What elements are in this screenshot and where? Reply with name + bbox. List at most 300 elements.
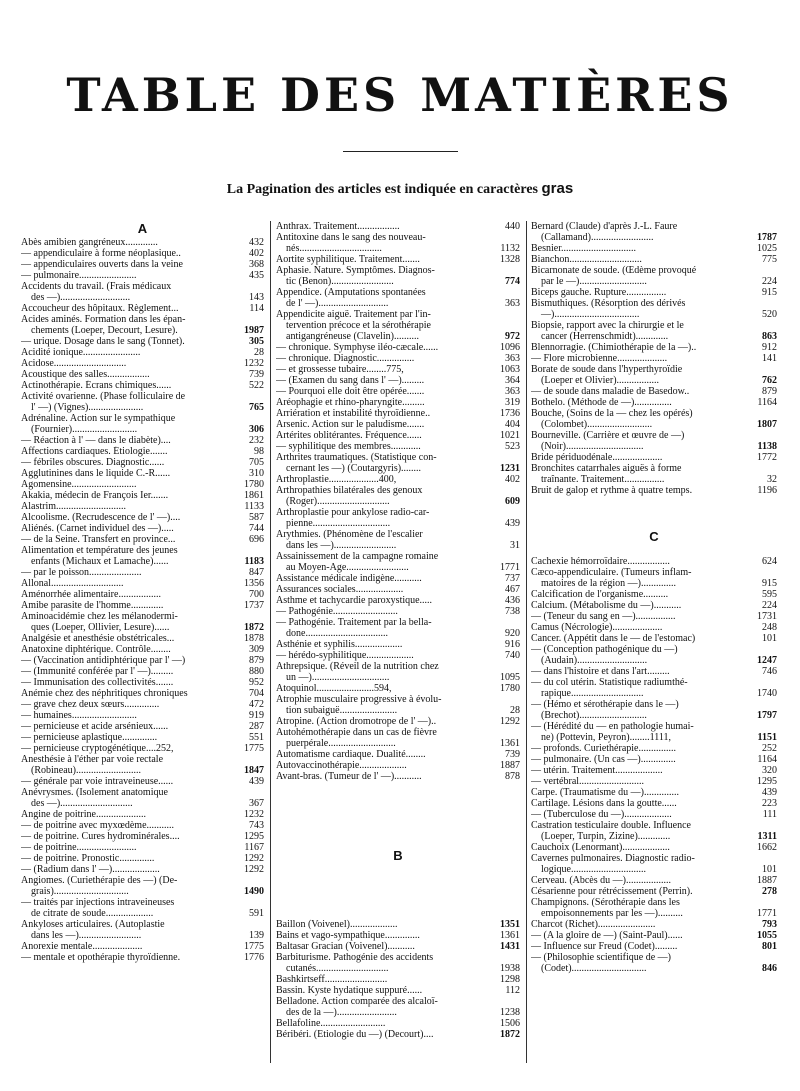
entry-text: Athrepsique. (Réveil de la nutrition chez xyxy=(276,661,439,672)
entry-text: par le —)........................... xyxy=(541,276,647,287)
entry-text: — (Tuberculose du —)................... xyxy=(531,809,672,820)
entry-page-number: 916 xyxy=(505,639,520,650)
entry-page-number: 1872 xyxy=(500,1029,520,1040)
index-entry xyxy=(531,298,777,309)
index-entry xyxy=(276,749,520,760)
entry-text: Arthrites traumatiques. (Statistique con- xyxy=(276,452,437,463)
entry-page-number: 1232 xyxy=(244,809,264,820)
entry-text: Aminoacidémie chez les mélanodermi- xyxy=(21,611,178,622)
index-entry xyxy=(276,430,520,441)
index-entry xyxy=(531,787,777,798)
index-entry xyxy=(276,474,520,485)
entry-text: Césarienne pour rétrécissement (Perrin). xyxy=(531,886,693,897)
index-entry xyxy=(276,518,520,529)
entry-page-number: 523 xyxy=(505,441,520,452)
index-entry xyxy=(531,743,777,754)
entry-text: — traités par injections intraveineuses xyxy=(21,897,175,908)
section-spacer xyxy=(531,545,777,556)
index-entry xyxy=(21,413,264,424)
index-entry xyxy=(21,281,264,292)
entry-text: — Réaction à l' — dans le diabète).... xyxy=(21,435,171,446)
entry-page-number: 1238 xyxy=(500,1007,520,1018)
entry-page-number: 1887 xyxy=(757,875,777,886)
entry-page-number: 432 xyxy=(249,237,264,248)
entry-page-number: 1771 xyxy=(757,908,777,919)
entry-page-number: 305 xyxy=(249,336,264,347)
entry-page-number: 1025 xyxy=(757,243,777,254)
entry-text: cutanés............................. xyxy=(286,963,389,974)
index-entry xyxy=(276,221,520,232)
entry-text: Arthroplastie....................400, xyxy=(276,474,397,485)
entry-text: — (Philosophie scientifique de —) xyxy=(531,952,671,963)
index-entry xyxy=(276,661,520,672)
entry-page-number: 793 xyxy=(762,919,777,930)
index-entry xyxy=(276,364,520,375)
entry-page-number: 1132 xyxy=(500,243,520,254)
entry-text: empoisonnements par les —).......... xyxy=(541,908,683,919)
entry-text: Cerveau. (Abcès du —).................. xyxy=(531,875,671,886)
entry-page-number: 1797 xyxy=(757,710,777,721)
index-entry xyxy=(276,952,520,963)
entry-page-number: 915 xyxy=(762,287,777,298)
entry-text: traînante. Traitement................ xyxy=(541,474,665,485)
entry-page-number: 762 xyxy=(762,375,777,386)
index-entry xyxy=(276,639,520,650)
entry-page-number: 775 xyxy=(762,254,777,265)
index-entry xyxy=(276,496,520,507)
entry-page-number: 1311 xyxy=(757,831,777,842)
index-entry xyxy=(21,688,264,699)
section-letter: C xyxy=(649,529,659,544)
index-entry xyxy=(531,644,777,655)
entry-page-number: 1662 xyxy=(757,842,777,853)
entry-text: — grave chez deux sœurs.............. xyxy=(21,699,160,710)
entry-page-number: 1292 xyxy=(244,864,264,875)
index-entry xyxy=(531,589,777,600)
index-entry xyxy=(276,419,520,430)
index-entry xyxy=(21,435,264,446)
index-entry xyxy=(21,699,264,710)
entry-page-number: 472 xyxy=(249,699,264,710)
index-entry xyxy=(276,617,520,628)
index-entry xyxy=(21,556,264,567)
index-entry xyxy=(531,809,777,820)
entry-page-number: 915 xyxy=(762,578,777,589)
entry-text: Atrophie musculaire progressive à évolu- xyxy=(276,694,442,705)
entry-text: Bride périduodénale.................... xyxy=(531,452,663,463)
entry-page-number: 1736 xyxy=(500,408,520,419)
index-entry xyxy=(531,485,777,496)
index-entry xyxy=(531,364,777,375)
index-entry xyxy=(276,1007,520,1018)
index-entry xyxy=(276,298,520,309)
entry-text: Cauchoix (Lenormant)................... xyxy=(531,842,670,853)
entry-text: — dans l'histoire et dans l'art......... xyxy=(531,666,670,677)
entry-page-number: 1775 xyxy=(244,743,264,754)
entry-page-number: 1138 xyxy=(757,441,777,452)
index-entry xyxy=(276,727,520,738)
index-entry xyxy=(21,743,264,754)
entry-text: — chronique. Diagnostic............... xyxy=(276,353,415,364)
index-entry xyxy=(21,710,264,721)
index-entry xyxy=(276,941,520,952)
entry-text: Allonal............................. xyxy=(21,578,124,589)
entry-page-number: 1196 xyxy=(757,485,777,496)
index-entry xyxy=(531,622,777,633)
entry-page-number: 223 xyxy=(762,798,777,809)
index-entry xyxy=(531,776,777,787)
entry-page-number: 141 xyxy=(762,353,777,364)
entry-page-number: 739 xyxy=(249,369,264,380)
entry-page-number: 1872 xyxy=(244,622,264,633)
entry-text: Biopsie, rapport avec la chirurgie et le xyxy=(531,320,684,331)
index-entry xyxy=(21,303,264,314)
entry-text: Ankyloses articulaires. (Autoplastie xyxy=(21,919,165,930)
pagination-note xyxy=(0,180,800,198)
index-entry xyxy=(21,314,264,325)
index-entry xyxy=(276,985,520,996)
entry-text: — Pourquoi elle doit être opérée....... xyxy=(276,386,425,397)
index-entry xyxy=(531,254,777,265)
entry-text: Assistance médicale indigène........... xyxy=(276,573,422,584)
entry-text: (Roger)............................. xyxy=(286,496,390,507)
page-title: TABLE DES MATIÈRES xyxy=(66,68,734,122)
index-entry xyxy=(531,886,777,897)
entry-page-number: 28 xyxy=(254,347,264,358)
entry-text: Aménorrhée alimentaire................. xyxy=(21,589,161,600)
entry-page-number: 1167 xyxy=(244,842,264,853)
entry-text: cancer (Herrenschmidt)............. xyxy=(541,331,669,342)
index-entry xyxy=(21,589,264,600)
entry-text: des —)............................. xyxy=(31,798,133,809)
entry-page-number: 1095 xyxy=(500,672,520,683)
entry-text: Actinothérapie. Écrans chimiques...... xyxy=(21,380,172,391)
index-entry xyxy=(21,908,264,919)
entry-text: Angiomes. (Curiethérapie des —) (De- xyxy=(21,875,178,886)
index-entry xyxy=(531,941,777,952)
entry-page-number: 320 xyxy=(762,765,777,776)
entry-page-number: 880 xyxy=(249,666,264,677)
entry-page-number: 1938 xyxy=(500,963,520,974)
entry-page-number: 1431 xyxy=(500,941,520,952)
section-letter: A xyxy=(137,221,148,236)
entry-page-number: 1292 xyxy=(244,853,264,864)
entry-text: — (Hérédité du — en pathologie humai- xyxy=(531,721,694,732)
index-entry xyxy=(21,820,264,831)
entry-text: Carpe. (Traumatisme du —).............. xyxy=(531,787,679,798)
entry-page-number: 1231 xyxy=(500,463,520,474)
entry-text: Borate de soude dans l'hyperthyroïdie xyxy=(531,364,683,375)
entry-text: Anévrysmes. (Isolement anatomique xyxy=(21,787,168,798)
entry-text: de citrate de soude................... xyxy=(31,908,154,919)
index-entry xyxy=(531,721,777,732)
entry-page-number: 1356 xyxy=(244,578,264,589)
entry-page-number: 879 xyxy=(249,655,264,666)
entry-text: Acoustique des salles................. xyxy=(21,369,150,380)
entry-text: Akakia, médecin de François Ier....... xyxy=(21,490,169,501)
entry-page-number: 1490 xyxy=(244,886,264,897)
entry-text: Assainissement de la campagne romaine xyxy=(276,551,439,562)
entry-text: Cæco-appendiculaire. (Tumeurs inflam- xyxy=(531,567,692,578)
entry-text: enfants (Michaux et Lamache)...... xyxy=(31,556,169,567)
entry-text: — par le poisson..................... xyxy=(21,567,142,578)
index-entry xyxy=(276,974,520,985)
entry-text: — de poitrine. Cures hydrominérales.... xyxy=(21,831,180,842)
entry-page-number: 912 xyxy=(762,342,777,353)
index-entry xyxy=(21,468,264,479)
entry-page-number: 1247 xyxy=(757,655,777,666)
index-entry xyxy=(531,320,777,331)
entry-page-number: 1847 xyxy=(244,765,264,776)
entry-text: nés................................. xyxy=(286,243,382,254)
entry-page-number: 1298 xyxy=(500,974,520,985)
index-entry xyxy=(276,397,520,408)
entry-text: Acides aminés. Formation dans les épan- xyxy=(21,314,186,325)
index-entry xyxy=(531,919,777,930)
index-entry xyxy=(21,523,264,534)
entry-page-number: 440 xyxy=(505,221,520,232)
entry-text: Asthme et tachycardie paroxystique..... xyxy=(276,595,433,606)
entry-page-number: 232 xyxy=(249,435,264,446)
index-entry xyxy=(531,265,777,276)
entry-text: (Fournier).......................... xyxy=(31,424,138,435)
index-entry xyxy=(276,353,520,364)
entry-page-number: 705 xyxy=(249,457,264,468)
entry-page-number: 1096 xyxy=(500,342,520,353)
entry-text: Acidité ionique....................... xyxy=(21,347,141,358)
entry-text: Anatoxine diphtérique. Contrôle........ xyxy=(21,644,171,655)
index-entry xyxy=(21,270,264,281)
entry-text: Bouche, (Soins de la — chez les opérés) xyxy=(531,408,693,419)
entry-text: Arsenic. Action sur le paludisme....... xyxy=(276,419,425,430)
entry-text: Angine de poitrine.................... xyxy=(21,809,146,820)
entry-page-number: 1232 xyxy=(244,358,264,369)
entry-text: — mentale et opothérapie thyroïdienne. xyxy=(21,952,181,963)
index-entry xyxy=(276,375,520,386)
entry-text: (Audain)............................ xyxy=(541,655,648,666)
index-entry xyxy=(21,567,264,578)
entry-text: — (Radium dans l' —)................... xyxy=(21,864,160,875)
index-entry xyxy=(276,485,520,496)
entry-page-number: 306 xyxy=(249,424,264,435)
index-entry xyxy=(531,820,777,831)
entry-page-number: 439 xyxy=(505,518,520,529)
entry-text: Alcoolisme. (Recrudescence de l' —).... xyxy=(21,512,181,523)
entry-text: Appendicite aiguë. Traitement par l'in- xyxy=(276,309,431,320)
title-rule xyxy=(343,151,458,152)
entry-page-number: 32 xyxy=(767,474,777,485)
entry-text: Anorexie mentale.................... xyxy=(21,941,143,952)
entry-page-number: 878 xyxy=(505,771,520,782)
index-entry xyxy=(21,721,264,732)
index-entry xyxy=(276,738,520,749)
entry-text: done................................. xyxy=(286,628,388,639)
section-spacer xyxy=(531,496,777,529)
entry-text: — hérédo-syphilitique................... xyxy=(276,650,414,661)
entry-text: des de la —)........................ xyxy=(286,1007,397,1018)
entry-text: Cartilage. Lésions dans la goutte...... xyxy=(531,798,677,809)
entry-text: Avant-bras. (Tumeur de l' —)........... xyxy=(276,771,422,782)
entry-text: Baltasar Gracian (Voivenel)........... xyxy=(276,941,415,952)
index-entry xyxy=(531,287,777,298)
entry-page-number: 744 xyxy=(249,523,264,534)
entry-text: — de soude dans maladie de Basedow.. xyxy=(531,386,690,397)
entry-text: — Influence sur Freud (Codet)......... xyxy=(531,941,678,952)
index-entry xyxy=(21,600,264,611)
entry-page-number: 319 xyxy=(505,397,520,408)
entry-text: Aréophagie et rhino-pharyngite......... xyxy=(276,397,425,408)
entry-page-number: 551 xyxy=(249,732,264,743)
index-entry xyxy=(21,765,264,776)
entry-text: Cancer. (Appétit dans le — de l'estomac) xyxy=(531,633,696,644)
index-entry xyxy=(21,952,264,963)
entry-page-number: 114 xyxy=(249,303,264,314)
entry-page-number: 143 xyxy=(249,292,264,303)
entry-text: — (Conception pathogénique du —) xyxy=(531,644,678,655)
entry-text: Castration testiculaire double. Influence xyxy=(531,820,691,831)
entry-text: Aphasie. Nature. Symptômes. Diagnos- xyxy=(276,265,435,276)
entry-page-number: 1351 xyxy=(500,919,520,930)
entry-text: — pernicieuse et acide arsénieux...... xyxy=(21,721,169,732)
entry-text: Arythmies. (Phénomène de l'escalier xyxy=(276,529,423,540)
entry-page-number: 1133 xyxy=(244,501,264,512)
entry-text: Atropine. (Action dromotrope de l' —).. xyxy=(276,716,437,727)
entry-text: — (A la gloire de —) (Saint-Paul)...... xyxy=(531,930,683,941)
entry-text: — Pathogénie.......................... xyxy=(276,606,398,617)
entry-text: — Immunisation des collectivités....... xyxy=(21,677,174,688)
index-entry xyxy=(21,512,264,523)
entry-text: — (Examen du sang dans l' —)......... xyxy=(276,375,425,386)
index-entry xyxy=(21,754,264,765)
entry-page-number: 224 xyxy=(762,276,777,287)
entry-text: tion subaiguë....................... xyxy=(286,705,398,716)
index-entry xyxy=(21,424,264,435)
column-divider xyxy=(526,221,527,1063)
entry-text: Bains et vago-sympathique.............. xyxy=(276,930,420,941)
entry-page-number: 1878 xyxy=(244,633,264,644)
index-entry xyxy=(531,600,777,611)
entry-page-number: 847 xyxy=(249,567,264,578)
entry-page-number: 224 xyxy=(762,600,777,611)
index-entry xyxy=(276,606,520,617)
entry-page-number: 1151 xyxy=(757,732,777,743)
entry-text: Agglutinines dans le liquide C.-R...... xyxy=(21,468,171,479)
index-entry xyxy=(276,320,520,331)
entry-page-number: 1295 xyxy=(757,776,777,787)
entry-page-number: 31 xyxy=(510,540,520,551)
index-entry xyxy=(531,754,777,765)
entry-text: dans les —)......................... xyxy=(31,930,142,941)
index-entry xyxy=(276,254,520,265)
index-entry xyxy=(21,259,264,270)
index-entry xyxy=(276,276,520,287)
entry-text: Bicarnonate de soude. (Œdème provoqué xyxy=(531,265,697,276)
index-entry xyxy=(21,798,264,809)
entry-page-number: 1292 xyxy=(500,716,520,727)
index-entry xyxy=(531,688,777,699)
index-entry xyxy=(276,771,520,782)
entry-text: (Brechot)........................... xyxy=(541,710,647,721)
entry-page-number: 404 xyxy=(505,419,520,430)
index-entry xyxy=(21,336,264,347)
entry-text: — générale par voie intraveineuse...... xyxy=(21,776,174,787)
entry-text: ques (Loeper, Ollivier, Lesure)...... xyxy=(31,622,170,633)
index-entry xyxy=(276,243,520,254)
index-entry xyxy=(276,650,520,661)
entry-text: Atoquinol.......................594, xyxy=(276,683,392,694)
entry-text: Bernard (Claude) d'après J.-L. Faure xyxy=(531,221,678,232)
entry-page-number: 101 xyxy=(762,864,777,875)
index-entry xyxy=(276,760,520,771)
entry-text: Calcium. (Métabolisme du —)........... xyxy=(531,600,682,611)
entry-page-number: 252 xyxy=(762,743,777,754)
section-spacer xyxy=(276,864,520,919)
index-entry xyxy=(21,534,264,545)
entry-text: Besnier.............................. xyxy=(531,243,636,254)
entry-text: — chronique. Symphyse iléo-cæcale...... xyxy=(276,342,439,353)
index-entry xyxy=(21,655,264,666)
entry-text: — humaines.......................... xyxy=(21,710,137,721)
index-entry xyxy=(21,446,264,457)
entry-text: Baillon (Voivenel)................... xyxy=(276,919,398,930)
entry-text: Adrénaline. Action sur le sympathique xyxy=(21,413,176,424)
entry-page-number: 1780 xyxy=(244,479,264,490)
section-letter: B xyxy=(393,848,403,863)
index-entry xyxy=(531,963,777,974)
entry-page-number: 879 xyxy=(762,386,777,397)
index-entry xyxy=(531,221,777,232)
entry-page-number: 364 xyxy=(505,375,520,386)
entry-page-number: 402 xyxy=(249,248,264,259)
index-entry xyxy=(276,919,520,930)
entry-text: ne) (Pottevin, Peyron)........1111, xyxy=(541,732,671,743)
index-entry xyxy=(21,941,264,952)
index-entry xyxy=(276,265,520,276)
index-entry xyxy=(531,655,777,666)
entry-page-number: 28 xyxy=(510,705,520,716)
entry-page-number: 1776 xyxy=(244,952,264,963)
entry-page-number: 1164 xyxy=(757,397,777,408)
index-entry xyxy=(531,908,777,919)
entry-text: Arthropathies bilatérales des genoux xyxy=(276,485,423,496)
index-entry xyxy=(21,501,264,512)
entry-text: — utérin. Traitement................... xyxy=(531,765,663,776)
index-entry xyxy=(531,765,777,776)
index-entry xyxy=(276,331,520,342)
entry-page-number: 368 xyxy=(249,259,264,270)
index-entry xyxy=(21,622,264,633)
index-entry xyxy=(531,408,777,419)
index-entry xyxy=(276,342,520,353)
entry-page-number: 1787 xyxy=(757,232,777,243)
entry-text: (Loeper, Turpin, Zizine)............. xyxy=(541,831,671,842)
index-entry xyxy=(21,457,264,468)
index-entry xyxy=(21,237,264,248)
index-entry xyxy=(21,831,264,842)
entry-page-number: 1021 xyxy=(500,430,520,441)
index-entry xyxy=(21,633,264,644)
entry-text: Bismuthiques. (Résorption des dérivés xyxy=(531,298,686,309)
index-entry xyxy=(276,1029,520,1040)
entry-text: Cachexie hémorroïdaire................. xyxy=(531,556,670,567)
entry-text: Accoucheur des hôpitaux. Règlement... xyxy=(21,303,179,314)
index-entry xyxy=(531,474,777,485)
index-entry xyxy=(276,287,520,298)
index-entry xyxy=(531,386,777,397)
entry-page-number: 595 xyxy=(762,589,777,600)
entry-page-number: 1328 xyxy=(500,254,520,265)
index-entry xyxy=(531,842,777,853)
